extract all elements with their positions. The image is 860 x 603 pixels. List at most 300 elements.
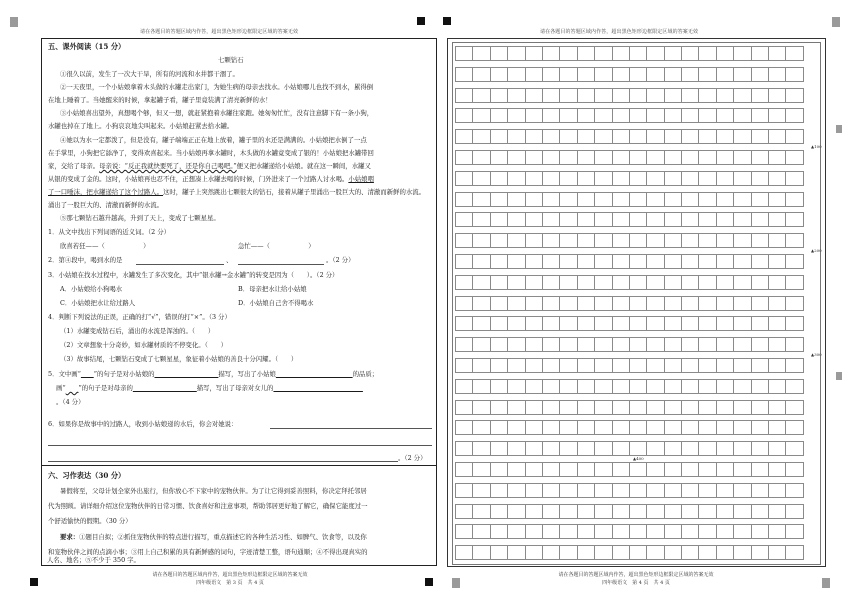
grid-cell[interactable]: [733, 316, 751, 331]
grid-cell[interactable]: [751, 441, 769, 456]
grid-cell[interactable]: [733, 46, 751, 61]
grid-cell[interactable]: [785, 212, 803, 227]
grid-cell[interactable]: [559, 524, 577, 539]
grid-cell[interactable]: [542, 441, 560, 456]
grid-cell[interactable]: [542, 254, 560, 269]
grid-cell[interactable]: [507, 46, 525, 61]
grid-cell[interactable]: [664, 233, 682, 248]
grid-cell[interactable]: [612, 233, 630, 248]
composition-grid[interactable]: [452, 42, 821, 565]
grid-cell[interactable]: [698, 46, 716, 61]
grid-cell[interactable]: [612, 358, 630, 373]
grid-cell[interactable]: [664, 67, 682, 82]
grid-cell[interactable]: [785, 275, 803, 290]
grid-cell[interactable]: [698, 192, 716, 207]
grid-cell[interactable]: [716, 108, 734, 123]
grid-cell[interactable]: [646, 337, 664, 352]
grid-cell[interactable]: [472, 504, 490, 519]
grid-cell[interactable]: [507, 400, 525, 415]
grid-cell[interactable]: [768, 150, 786, 165]
grid-cell[interactable]: [612, 129, 630, 144]
grid-cell[interactable]: [716, 46, 734, 61]
grid-cell[interactable]: [525, 108, 543, 123]
grid-cell[interactable]: [785, 379, 803, 394]
grid-cell[interactable]: [698, 524, 716, 539]
grid-cell[interactable]: [542, 275, 560, 290]
grid-cell[interactable]: [577, 400, 595, 415]
grid-cell[interactable]: [716, 67, 734, 82]
grid-cell[interactable]: [733, 150, 751, 165]
grid-cell[interactable]: [594, 441, 612, 456]
grid-cell[interactable]: [472, 420, 490, 435]
grid-cell[interactable]: [629, 441, 647, 456]
grid-cell[interactable]: [507, 88, 525, 103]
grid-cell[interactable]: [768, 108, 786, 123]
grid-cell[interactable]: [681, 337, 699, 352]
grid-cell[interactable]: [664, 46, 682, 61]
grid-cell[interactable]: [681, 108, 699, 123]
grid-cell[interactable]: [785, 192, 803, 207]
answer-line[interactable]: [48, 461, 398, 462]
grid-cell[interactable]: [472, 88, 490, 103]
grid-cell[interactable]: [716, 524, 734, 539]
grid-cell[interactable]: [629, 504, 647, 519]
grid-cell[interactable]: [681, 483, 699, 498]
grid-cell[interactable]: [507, 296, 525, 311]
grid-cell[interactable]: [768, 337, 786, 352]
grid-cell[interactable]: [559, 420, 577, 435]
grid-cell[interactable]: [525, 400, 543, 415]
grid-cell[interactable]: [490, 337, 508, 352]
grid-cell[interactable]: [612, 400, 630, 415]
grid-cell[interactable]: [455, 545, 473, 560]
grid-cell[interactable]: [507, 316, 525, 331]
grid-cell[interactable]: [507, 150, 525, 165]
grid-cell[interactable]: [455, 233, 473, 248]
grid-cell[interactable]: [507, 129, 525, 144]
grid-cell[interactable]: [629, 420, 647, 435]
grid-cell[interactable]: [733, 462, 751, 477]
grid-cell[interactable]: [594, 88, 612, 103]
grid-cell[interactable]: [490, 420, 508, 435]
grid-cell[interactable]: [698, 337, 716, 352]
grid-cell[interactable]: [612, 108, 630, 123]
grid-cell[interactable]: [559, 296, 577, 311]
grid-cell[interactable]: [577, 316, 595, 331]
grid-cell[interactable]: [716, 275, 734, 290]
grid-cell[interactable]: [559, 46, 577, 61]
grid-cell[interactable]: [698, 171, 716, 186]
grid-cell[interactable]: [594, 108, 612, 123]
grid-cell[interactable]: [733, 420, 751, 435]
grid-cell[interactable]: [716, 192, 734, 207]
grid-cell[interactable]: [577, 420, 595, 435]
grid-cell[interactable]: [785, 129, 803, 144]
grid-cell[interactable]: [472, 337, 490, 352]
grid-cell[interactable]: [733, 524, 751, 539]
grid-cell[interactable]: [664, 212, 682, 227]
grid-cell[interactable]: [507, 337, 525, 352]
grid-cell[interactable]: [542, 212, 560, 227]
grid-cell[interactable]: [629, 192, 647, 207]
grid-cell[interactable]: [525, 192, 543, 207]
grid-cell[interactable]: [785, 441, 803, 456]
grid-cell[interactable]: [681, 254, 699, 269]
grid-cell[interactable]: [646, 129, 664, 144]
grid-cell[interactable]: [472, 150, 490, 165]
grid-cell[interactable]: [698, 275, 716, 290]
grid-cell[interactable]: [507, 379, 525, 394]
grid-cell[interactable]: [664, 150, 682, 165]
grid-cell[interactable]: [455, 88, 473, 103]
grid-cell[interactable]: [681, 379, 699, 394]
grid-cell[interactable]: [542, 316, 560, 331]
grid-cell[interactable]: [629, 483, 647, 498]
grid-cell[interactable]: [612, 254, 630, 269]
grid-cell[interactable]: [455, 275, 473, 290]
grid-cell[interactable]: [681, 171, 699, 186]
grid-cell[interactable]: [698, 400, 716, 415]
grid-cell[interactable]: [594, 504, 612, 519]
grid-cell[interactable]: [768, 316, 786, 331]
grid-cell[interactable]: [612, 545, 630, 560]
grid-cell[interactable]: [698, 462, 716, 477]
grid-cell[interactable]: [577, 337, 595, 352]
grid-cell[interactable]: [594, 358, 612, 373]
grid-cell[interactable]: [472, 67, 490, 82]
grid-cell[interactable]: [716, 420, 734, 435]
grid-cell[interactable]: [698, 358, 716, 373]
grid-cell[interactable]: [594, 524, 612, 539]
grid-cell[interactable]: [594, 254, 612, 269]
grid-cell[interactable]: [698, 316, 716, 331]
grid-cell[interactable]: [751, 379, 769, 394]
grid-cell[interactable]: [716, 129, 734, 144]
grid-cell[interactable]: [472, 462, 490, 477]
grid-cell[interactable]: [768, 233, 786, 248]
grid-cell[interactable]: [577, 483, 595, 498]
grid-cell[interactable]: [629, 462, 647, 477]
grid-cell[interactable]: [472, 316, 490, 331]
grid-cell[interactable]: [716, 296, 734, 311]
grid-cell[interactable]: [768, 129, 786, 144]
grid-cell[interactable]: [455, 192, 473, 207]
grid-cell[interactable]: [559, 88, 577, 103]
grid-cell[interactable]: [733, 337, 751, 352]
grid-cell[interactable]: [612, 420, 630, 435]
grid-cell[interactable]: [664, 108, 682, 123]
grid-cell[interactable]: [629, 150, 647, 165]
grid-cell[interactable]: [507, 171, 525, 186]
grid-cell[interactable]: [716, 233, 734, 248]
grid-cell[interactable]: [559, 108, 577, 123]
grid-cell[interactable]: [490, 545, 508, 560]
grid-cell[interactable]: [751, 233, 769, 248]
grid-cell[interactable]: [507, 504, 525, 519]
grid-cell[interactable]: [455, 254, 473, 269]
grid-cell[interactable]: [698, 88, 716, 103]
grid-cell[interactable]: [542, 337, 560, 352]
grid-cell[interactable]: [612, 504, 630, 519]
grid-cell[interactable]: [455, 108, 473, 123]
grid-cell[interactable]: [559, 67, 577, 82]
grid-cell[interactable]: [751, 275, 769, 290]
grid-cell[interactable]: [768, 379, 786, 394]
grid-cell[interactable]: [681, 192, 699, 207]
grid-cell[interactable]: [751, 420, 769, 435]
grid-cell[interactable]: [681, 67, 699, 82]
grid-cell[interactable]: [507, 108, 525, 123]
grid-cell[interactable]: [698, 67, 716, 82]
grid-cell[interactable]: [490, 504, 508, 519]
grid-cell[interactable]: [681, 400, 699, 415]
grid-cell[interactable]: [472, 296, 490, 311]
grid-cell[interactable]: [785, 545, 803, 560]
grid-cell[interactable]: [664, 129, 682, 144]
grid-cell[interactable]: [594, 420, 612, 435]
grid-cell[interactable]: [472, 46, 490, 61]
grid-cell[interactable]: [542, 483, 560, 498]
grid-cell[interactable]: [629, 46, 647, 61]
grid-cell[interactable]: [577, 254, 595, 269]
grid-cell[interactable]: [751, 296, 769, 311]
grid-cell[interactable]: [577, 462, 595, 477]
grid-cell[interactable]: [681, 275, 699, 290]
grid-cell[interactable]: [490, 483, 508, 498]
grid-cell[interactable]: [785, 233, 803, 248]
grid-cell[interactable]: [594, 212, 612, 227]
grid-cell[interactable]: [698, 296, 716, 311]
grid-cell[interactable]: [507, 441, 525, 456]
grid-cell[interactable]: [612, 88, 630, 103]
grid-cell[interactable]: [577, 88, 595, 103]
grid-cell[interactable]: [525, 337, 543, 352]
grid-cell[interactable]: [716, 88, 734, 103]
grid-cell[interactable]: [490, 524, 508, 539]
grid-cell[interactable]: [646, 46, 664, 61]
grid-cell[interactable]: [733, 275, 751, 290]
grid-cell[interactable]: [646, 379, 664, 394]
grid-cell[interactable]: [785, 254, 803, 269]
grid-cell[interactable]: [768, 400, 786, 415]
grid-cell[interactable]: [577, 46, 595, 61]
grid-cell[interactable]: [768, 171, 786, 186]
grid-cell[interactable]: [525, 88, 543, 103]
grid-cell[interactable]: [698, 254, 716, 269]
grid-cell[interactable]: [698, 545, 716, 560]
grid-cell[interactable]: [646, 504, 664, 519]
grid-cell[interactable]: [681, 462, 699, 477]
grid-cell[interactable]: [542, 358, 560, 373]
grid-cell[interactable]: [646, 400, 664, 415]
grid-cell[interactable]: [559, 171, 577, 186]
grid-cell[interactable]: [751, 358, 769, 373]
grid-cell[interactable]: [646, 316, 664, 331]
grid-cell[interactable]: [751, 545, 769, 560]
grid-cell[interactable]: [455, 316, 473, 331]
grid-cell[interactable]: [525, 504, 543, 519]
grid-cell[interactable]: [472, 212, 490, 227]
grid-cell[interactable]: [664, 296, 682, 311]
grid-cell[interactable]: [472, 192, 490, 207]
grid-cell[interactable]: [733, 108, 751, 123]
grid-cell[interactable]: [525, 545, 543, 560]
grid-cell[interactable]: [577, 379, 595, 394]
grid-cell[interactable]: [455, 129, 473, 144]
grid-cell[interactable]: [751, 88, 769, 103]
grid-cell[interactable]: [629, 358, 647, 373]
grid-cell[interactable]: [751, 192, 769, 207]
grid-cell[interactable]: [525, 46, 543, 61]
grid-cell[interactable]: [629, 171, 647, 186]
grid-cell[interactable]: [577, 67, 595, 82]
grid-cell[interactable]: [768, 358, 786, 373]
answer-blank[interactable]: [136, 264, 224, 265]
grid-cell[interactable]: [768, 67, 786, 82]
grid-cell[interactable]: [594, 192, 612, 207]
grid-cell[interactable]: [681, 420, 699, 435]
grid-cell[interactable]: [559, 316, 577, 331]
grid-cell[interactable]: [698, 129, 716, 144]
grid-cell[interactable]: [716, 358, 734, 373]
grid-cell[interactable]: [751, 524, 769, 539]
grid-cell[interactable]: [716, 441, 734, 456]
grid-cell[interactable]: [664, 337, 682, 352]
grid-cell[interactable]: [525, 462, 543, 477]
grid-cell[interactable]: [490, 296, 508, 311]
grid-cell[interactable]: [612, 46, 630, 61]
grid-cell[interactable]: [577, 171, 595, 186]
grid-cell[interactable]: [768, 420, 786, 435]
grid-cell[interactable]: [507, 420, 525, 435]
grid-cell[interactable]: [646, 420, 664, 435]
grid-cell[interactable]: [698, 420, 716, 435]
grid-cell[interactable]: [455, 504, 473, 519]
grid-cell[interactable]: [525, 296, 543, 311]
grid-cell[interactable]: [542, 88, 560, 103]
grid-cell[interactable]: [559, 192, 577, 207]
grid-cell[interactable]: [768, 275, 786, 290]
grid-cell[interactable]: [507, 524, 525, 539]
grid-cell[interactable]: [542, 46, 560, 61]
grid-cell[interactable]: [594, 483, 612, 498]
grid-cell[interactable]: [612, 171, 630, 186]
grid-cell[interactable]: [716, 254, 734, 269]
grid-cell[interactable]: [559, 358, 577, 373]
grid-cell[interactable]: [629, 67, 647, 82]
grid-cell[interactable]: [525, 129, 543, 144]
grid-cell[interactable]: [681, 441, 699, 456]
grid-cell[interactable]: [785, 483, 803, 498]
grid-cell[interactable]: [664, 462, 682, 477]
grid-cell[interactable]: [785, 46, 803, 61]
grid-cell[interactable]: [664, 400, 682, 415]
grid-cell[interactable]: [751, 171, 769, 186]
grid-cell[interactable]: [455, 296, 473, 311]
grid-cell[interactable]: [542, 504, 560, 519]
grid-cell[interactable]: [629, 108, 647, 123]
grid-cell[interactable]: [472, 400, 490, 415]
grid-cell[interactable]: [612, 192, 630, 207]
grid-cell[interactable]: [542, 400, 560, 415]
grid-cell[interactable]: [768, 545, 786, 560]
grid-cell[interactable]: [542, 462, 560, 477]
grid-cell[interactable]: [646, 358, 664, 373]
grid-cell[interactable]: [594, 400, 612, 415]
grid-cell[interactable]: [490, 254, 508, 269]
grid-cell[interactable]: [507, 254, 525, 269]
grid-cell[interactable]: [785, 358, 803, 373]
grid-cell[interactable]: [664, 441, 682, 456]
grid-cell[interactable]: [733, 379, 751, 394]
grid-cell[interactable]: [664, 254, 682, 269]
grid-cell[interactable]: [681, 129, 699, 144]
grid-cell[interactable]: [646, 441, 664, 456]
grid-cell[interactable]: [525, 379, 543, 394]
grid-cell[interactable]: [525, 254, 543, 269]
grid-cell[interactable]: [455, 150, 473, 165]
grid-cell[interactable]: [664, 483, 682, 498]
grid-cell[interactable]: [698, 212, 716, 227]
grid-cell[interactable]: [612, 462, 630, 477]
grid-cell[interactable]: [629, 212, 647, 227]
grid-cell[interactable]: [629, 275, 647, 290]
grid-cell[interactable]: [507, 275, 525, 290]
answer-blank[interactable]: [154, 370, 218, 378]
grid-cell[interactable]: [577, 108, 595, 123]
grid-cell[interactable]: [542, 129, 560, 144]
grid-cell[interactable]: [716, 462, 734, 477]
grid-cell[interactable]: [490, 379, 508, 394]
grid-cell[interactable]: [629, 379, 647, 394]
grid-cell[interactable]: [525, 420, 543, 435]
grid-cell[interactable]: [646, 254, 664, 269]
grid-cell[interactable]: [455, 171, 473, 186]
grid-cell[interactable]: [542, 192, 560, 207]
grid-cell[interactable]: [612, 212, 630, 227]
grid-cell[interactable]: [629, 524, 647, 539]
grid-cell[interactable]: [629, 296, 647, 311]
grid-cell[interactable]: [681, 88, 699, 103]
grid-cell[interactable]: [733, 400, 751, 415]
grid-cell[interactable]: [525, 67, 543, 82]
grid-cell[interactable]: [785, 88, 803, 103]
grid-cell[interactable]: [646, 296, 664, 311]
grid-cell[interactable]: [472, 254, 490, 269]
grid-cell[interactable]: [646, 524, 664, 539]
grid-cell[interactable]: [525, 171, 543, 186]
grid-cell[interactable]: [559, 337, 577, 352]
grid-cell[interactable]: [559, 504, 577, 519]
grid-cell[interactable]: [525, 441, 543, 456]
grid-cell[interactable]: [612, 150, 630, 165]
grid-cell[interactable]: [525, 524, 543, 539]
grid-cell[interactable]: [472, 524, 490, 539]
grid-cell[interactable]: [733, 233, 751, 248]
grid-cell[interactable]: [629, 88, 647, 103]
grid-cell[interactable]: [664, 379, 682, 394]
grid-cell[interactable]: [525, 233, 543, 248]
grid-cell[interactable]: [612, 337, 630, 352]
grid-cell[interactable]: [646, 212, 664, 227]
grid-cell[interactable]: [594, 129, 612, 144]
grid-cell[interactable]: [577, 129, 595, 144]
grid-cell[interactable]: [733, 88, 751, 103]
grid-cell[interactable]: [455, 212, 473, 227]
grid-cell[interactable]: [612, 67, 630, 82]
grid-cell[interactable]: [542, 171, 560, 186]
grid-cell[interactable]: [490, 462, 508, 477]
